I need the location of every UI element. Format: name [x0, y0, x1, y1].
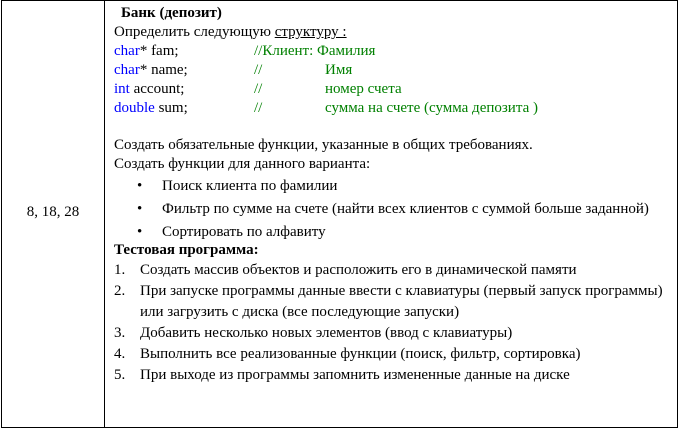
list-item: 4. Выполнить все реализованные функции (поиск, фильтр, сортировка)	[114, 346, 581, 362]
intro-text: Определить следующую	[114, 24, 275, 40]
code-line-sum	[114, 99, 677, 118]
code-type: double	[114, 100, 155, 116]
code-comment-desc: Имя	[325, 62, 353, 78]
test-steps-list	[114, 260, 677, 386]
bullet-icon: •	[137, 178, 143, 194]
list-item: 1. Создать массив объектов и расположить его в динамической памяти	[114, 262, 577, 278]
list-item: 3. Добавить несколько новых элементов (ввод с клавиатуры)	[114, 325, 513, 341]
code-comment: //	[254, 62, 263, 78]
function-list	[114, 176, 677, 243]
code-line-name	[114, 61, 677, 80]
code-field: account;	[129, 81, 185, 97]
list-item: 2. При запуске программы данные ввести с клавиатуры (первый запуск программы) или загрузить с диска (все последующие запуски)	[114, 283, 663, 320]
list-item: • Фильтр по сумме на счете (найти всех клиентов с суммой больше заданной)	[114, 199, 677, 220]
task-title: Банк (депозит)	[121, 5, 222, 21]
mandatory-functions-text: Создать обязательные функции, указанные в общих требованиях.	[114, 137, 533, 153]
assignment-table	[1, 0, 678, 428]
variant-cell	[2, 1, 105, 427]
code-comment: //	[254, 81, 263, 97]
bullet-icon: •	[137, 224, 143, 240]
code-comment: //	[254, 100, 263, 116]
test-program-heading: Тестовая программа:	[114, 242, 259, 258]
code-comment: //Клиент: Фамилия	[254, 43, 376, 59]
code-type: int	[114, 81, 130, 97]
code-field: sum;	[154, 100, 188, 116]
list-item: • Сортировать по алфавиту	[114, 222, 677, 243]
bullet-icon: •	[137, 201, 143, 217]
code-comment-desc: номер счета	[325, 81, 402, 97]
code-line-fam	[114, 42, 677, 61]
list-item: • Поиск клиента по фамилии	[114, 176, 677, 197]
code-type: char	[114, 43, 140, 59]
intro-line	[114, 23, 677, 42]
code-field: * name;	[139, 62, 188, 78]
variant-numbers: 8, 18, 28	[26, 203, 80, 220]
variant-functions-text: Создать функции для данного варианта:	[114, 156, 371, 172]
code-field: * fam;	[139, 43, 179, 59]
list-item: 5. При выходе из программы запомнить измененные данные на диске	[114, 367, 570, 383]
code-comment-desc: сумма на счете (сумма депозита )	[325, 100, 538, 116]
code-line-account	[114, 80, 677, 99]
task-cell	[105, 1, 677, 427]
code-type: char	[114, 62, 140, 78]
intro-structure-word: структуру :	[274, 24, 347, 40]
